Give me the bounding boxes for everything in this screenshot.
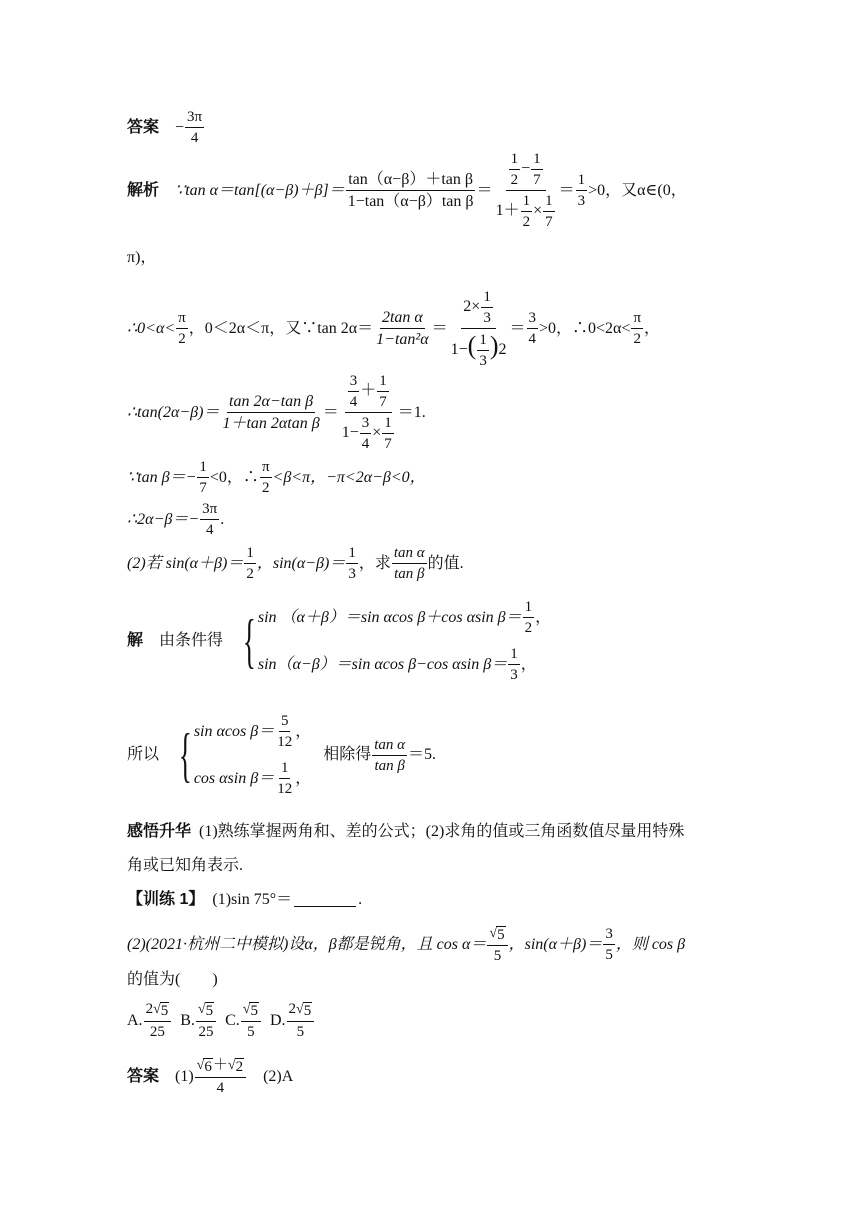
training-q2-line2: 的值为( ) bbox=[127, 971, 218, 988]
analysis-line-6: ∴2α−β＝− $\frac{3\pi}{4}$ . bbox=[127, 501, 225, 538]
option-a: A. 2 √ 5 25 bbox=[127, 1000, 172, 1041]
option-b: B. √ 5 25 bbox=[180, 1000, 217, 1041]
training-q2: (2)(2021·杭州二中模拟)设α，β都是锐角，且 cos α＝ √ 5 5 ，sin(α＋β)＝ $\frac{3}{5}$ ，则 cos β bbox=[127, 925, 686, 964]
analysis-line-3: ∴0<α< $\frac{\pi}{2}$ ，0＜2α＜π，又∵tan 2α＝ $\frac{\text{2tan α}}{\text{1−tan²α}}$ ＝ 2× $\frac{1}{3}$ 1−( $\frac{1}{3}$ )2 ＝ $\frac{3}{4}$ >0，∴0<2α< $\frac{\pi}{2}$ ， bbox=[127, 289, 661, 369]
answer-fraction: $\frac{3\pi}{4}$ bbox=[187, 109, 203, 146]
fraction: $\frac{\text{tan（α−β）＋tan β}}{\text{1−tan（α−β）tan β}}$ bbox=[347, 170, 474, 210]
answer-sign: − bbox=[175, 118, 185, 136]
solution-system: 解 由条件得 { sin （α＋β）＝sin αcos β＋cos αsin β＝ $\frac{1}{2}$ ， sin（α−β）＝sin αcos β−cos αsin β＝ $\frac{1}{3}$ ， bbox=[127, 599, 552, 683]
training-q1: 【训练 1】 (1)sin 75°＝ . bbox=[127, 891, 363, 908]
answer-label-2: 答案 bbox=[127, 1067, 160, 1085]
option-d: D. 2 √ 5 5 bbox=[270, 1000, 315, 1041]
solution-result: 所以 { sin αcos β＝ $\frac{5}{12}$ ， cos αsin β＝ $\frac{1}{12}$ ， 相除得 $\frac{\text{tan α}}{\text{tan β}}$ ＝5. bbox=[127, 713, 437, 797]
insight-line-1: 感悟升华 (1)熟练掌握两角和、差的公式；(2)求角的值或三角函数值尽量用特殊 bbox=[127, 823, 685, 840]
insight-line-2: 角或已知角表示. bbox=[127, 857, 244, 874]
fraction: $\frac{1}{3}$ bbox=[577, 172, 586, 209]
answer-blank bbox=[294, 892, 356, 907]
analysis-line-1: 解析 ∵tan α＝tan[(α−β)＋β]＝ $\frac{\text{tan（α−β）＋tan β}}{\text{1−tan（α−β）tan β}}$ ＝ $\frac{1}{2}$ − $\frac{1}{7}$ 1＋ $\frac{1}{2}$ × $\frac{1}{7}$ ＝ $\frac{1}{3}$ >0，又α∈(0， bbox=[127, 151, 687, 230]
analysis-line-4: ∴tan(2α−β)＝ $\frac{\text{tan 2α−tan β}}{\text{1＋tan 2αtan β}}$ ＝ $\frac{3}{4}$ ＋ $\frac{1}{7}$ 1− $\frac{3}{4}$ × $\frac{1}{7}$ ＝1. bbox=[127, 373, 426, 452]
analysis-label: 解析 bbox=[127, 181, 160, 199]
option-c: C. √ 5 5 bbox=[225, 1000, 262, 1041]
analysis-line-5: ∵tan β＝− $\frac{1}{7}$ <0，∴ $\frac{\pi}{2}$ <β<π，−π<2α−β<0， bbox=[127, 459, 426, 496]
options bbox=[127, 1000, 800, 1041]
training-label: 【训练 1】 bbox=[127, 891, 205, 908]
question-2: (2)若 sin(α＋β)＝ $\frac{1}{2}$ ，sin(α−β)＝ $\frac{1}{3}$ ，求 $\frac{\text{tan α}}{\text{tan β}}$ 的值. bbox=[127, 545, 464, 582]
compound-fraction: $\frac{1}{2}$ − $\frac{1}{7}$ 1＋ $\frac{1}{2}$ × $\frac{1}{7}$ bbox=[495, 151, 553, 230]
compound-fraction: 2× $\frac{1}{3}$ 1−( $\frac{1}{3}$ )2 bbox=[450, 289, 507, 369]
compound-fraction: $\frac{3}{4}$ ＋ $\frac{1}{7}$ 1− $\frac{3}{4}$ × $\frac{1}{7}$ bbox=[341, 373, 392, 452]
answer-line-1 bbox=[127, 108, 800, 147]
answer-label: 答案 bbox=[127, 118, 160, 136]
insight-label: 感悟升华 bbox=[127, 823, 192, 840]
solution-label: 解 bbox=[127, 632, 144, 650]
analysis-line-2: π)， bbox=[127, 249, 157, 266]
answer-line-2: 答案 (1) √ 6 ＋ √ 2 4 (2)A bbox=[127, 1057, 294, 1096]
